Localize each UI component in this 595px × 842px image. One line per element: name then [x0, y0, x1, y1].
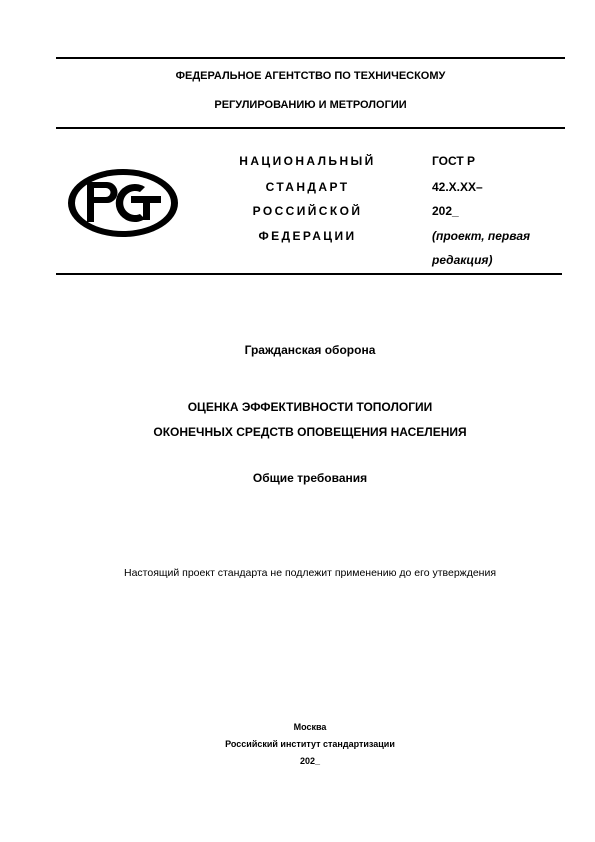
- designation-line-1: ГОСТ Р: [432, 154, 476, 168]
- designation-line-2: 42.Х.ХХ–: [432, 180, 483, 194]
- agency-name-line-2: РЕГУЛИРОВАНИЮ И МЕТРОЛОГИИ: [214, 99, 407, 111]
- document-title-line-2: ОКОНЕЧНЫХ СРЕДСТВ ОПОВЕЩЕНИЯ НАСЕЛЕНИЯ: [153, 425, 467, 439]
- standard-name-line-3: РОССИЙСКОЙ: [252, 204, 363, 218]
- draft-status-line-1: (проект, первая: [432, 229, 531, 243]
- imprint-publisher: Российский институт стандартизации: [225, 739, 395, 749]
- document-subtitle: Общие требования: [252, 471, 368, 485]
- document-title-line-1: ОЦЕНКА ЭФФЕКТИВНОСТИ ТОПОЛОГИИ: [187, 400, 433, 414]
- header-rule: [56, 127, 565, 129]
- top-rule: [56, 57, 565, 59]
- imprint-city: Москва: [293, 722, 327, 732]
- agency-name-line-1: ФЕДЕРАЛЬНОЕ АГЕНТСТВО ПО ТЕХНИЧЕСКОМУ: [175, 70, 446, 82]
- draft-status-line-2: редакция): [432, 253, 493, 267]
- standard-name-line-4: ФЕДЕРАЦИИ: [258, 229, 357, 243]
- rst-mark-icon: [67, 168, 179, 238]
- designation-rule: [56, 273, 562, 275]
- designation-line-3: 202_: [432, 204, 459, 218]
- standard-name-line-2: СТАНДАРТ: [265, 180, 350, 194]
- draft-note: Настоящий проект стандарта не подлежит применению до его утверждения: [123, 567, 497, 579]
- imprint-year: 202_: [299, 756, 321, 766]
- section-heading: Гражданская оборона: [244, 343, 376, 357]
- standard-name-line-1: НАЦИОНАЛЬНЫЙ: [239, 154, 376, 168]
